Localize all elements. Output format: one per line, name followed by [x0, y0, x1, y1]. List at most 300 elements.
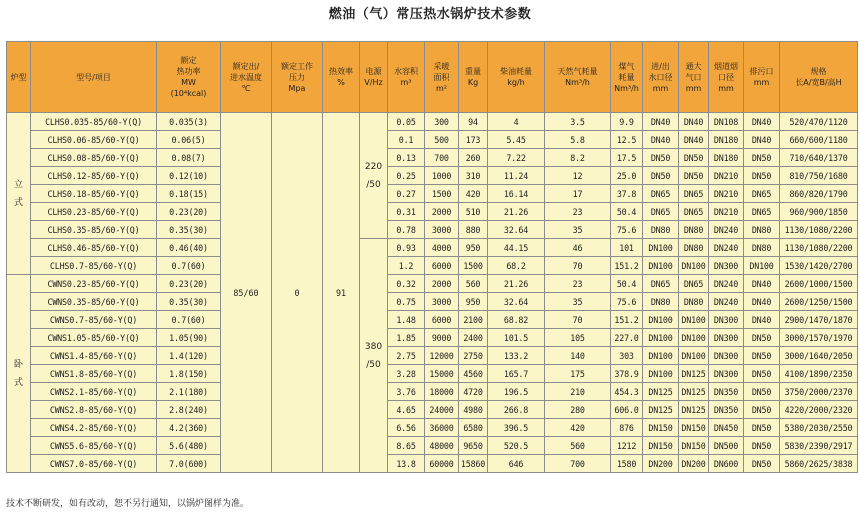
cell-size: 2600/1250/1500: [780, 293, 858, 311]
cell-weight: 310: [459, 167, 488, 185]
cell-weight: 6580: [459, 419, 488, 437]
cell-inlet: DN125: [643, 401, 679, 419]
cell-coal-gas: 151.2: [611, 311, 643, 329]
cell-size: 3000/1570/1970: [780, 329, 858, 347]
cell-inlet: DN125: [643, 383, 679, 401]
header-line: 口径: [718, 72, 734, 82]
col-pressure: [272, 42, 323, 113]
table-row: [7, 365, 858, 383]
cell-coal-gas: 303: [611, 347, 643, 365]
cell-vent: DN150: [679, 437, 709, 455]
cell-natural-gas: 8.2: [545, 149, 611, 167]
cell-coal-gas: 454.3: [611, 383, 643, 401]
cell-flue: DN300: [709, 329, 744, 347]
cell-weight: 9650: [459, 437, 488, 455]
cell-natural-gas: 23: [545, 203, 611, 221]
header-line: 柴油耗量: [500, 67, 532, 76]
header-line: 额定出/: [232, 61, 260, 71]
cell-water-volume: 0.32: [388, 275, 425, 293]
cell-model: CLHS0.35-85/60-Y(Q): [31, 221, 157, 239]
cell-weight: 950: [459, 239, 488, 257]
table-row: [7, 113, 858, 131]
cell-coal-gas: 37.8: [611, 185, 643, 203]
cell-power: 1.8(150): [157, 365, 221, 383]
cell-inlet: DN40: [643, 131, 679, 149]
cell-diesel: 196.5: [488, 383, 545, 401]
cell-inlet: DN100: [643, 311, 679, 329]
cell-weight: 4560: [459, 365, 488, 383]
cell-vent: DN40: [679, 131, 709, 149]
header-line: mm: [685, 83, 702, 93]
cell-power-supply: [360, 239, 388, 473]
cell-pressure: 0: [272, 113, 323, 473]
cell-natural-gas: 17: [545, 185, 611, 203]
cell-natural-gas: 420: [545, 419, 611, 437]
cell-heating-area: 300: [425, 113, 459, 131]
cell-inlet: DN80: [643, 293, 679, 311]
header-line: mm: [753, 78, 770, 87]
cell-water-volume: 0.1: [388, 131, 425, 149]
header-line: m³: [400, 78, 412, 87]
cell-size: 960/900/1850: [780, 203, 858, 221]
cell-drain: DN50: [744, 149, 780, 167]
header-line: 电源: [365, 67, 382, 76]
cell-diesel: 21.26: [488, 275, 545, 293]
cell-diesel: 32.64: [488, 293, 545, 311]
table-row: [7, 329, 858, 347]
col-drain: [744, 42, 780, 113]
cell-coal-gas: 1212: [611, 437, 643, 455]
cell-weight: 94: [459, 113, 488, 131]
cell-vent: DN65: [679, 185, 709, 203]
table-row: [7, 149, 858, 167]
cell-power: 0.46(40): [157, 239, 221, 257]
col-natural-gas-consumption: [545, 42, 611, 113]
cell-heating-area: 1500: [425, 185, 459, 203]
cell-drain: DN40: [744, 311, 780, 329]
cell-size: 5380/2030/2550: [780, 419, 858, 437]
cell-diesel: 44.15: [488, 239, 545, 257]
cell-model: CWNS5.6-85/60-Y(Q): [31, 437, 157, 455]
cell-power: 0.12(10): [157, 167, 221, 185]
cell-water-volume: 0.78: [388, 221, 425, 239]
footer-note: 技术不断研发，如有改动，恕不另行通知，以锅炉图样为准。: [6, 499, 250, 509]
cell-vent: DN100: [679, 347, 709, 365]
header-line: mm: [652, 83, 669, 93]
cell-flue: DN350: [709, 401, 744, 419]
cell-vent: DN65: [679, 203, 709, 221]
cell-water-volume: 4.65: [388, 401, 425, 419]
cell-diesel: 266.8: [488, 401, 545, 419]
header-line: 天然气耗量: [557, 67, 598, 76]
cell-flue: DN240: [709, 275, 744, 293]
cell-drain: DN50: [744, 383, 780, 401]
cell-flue: DN300: [709, 365, 744, 383]
cell-diesel: 133.2: [488, 347, 545, 365]
cell-weight: 15860: [459, 455, 488, 473]
cell-heating-area: 15000: [425, 365, 459, 383]
cell-weight: 260: [459, 149, 488, 167]
cell-heating-area: 6000: [425, 257, 459, 275]
col-coal-gas-consumption: [611, 42, 643, 113]
cell-size: 5860/2625/3838: [780, 455, 858, 473]
header-line: 重量: [465, 67, 481, 76]
cell-drain: DN40: [744, 275, 780, 293]
header-line: 额定工作: [281, 61, 313, 71]
power-supply-label: /50: [366, 179, 381, 190]
cell-water-volume: 0.27: [388, 185, 425, 203]
power-supply-label: 220: [364, 161, 383, 172]
cell-size: 1130/1080/2200: [780, 239, 858, 257]
cell-efficiency: 91: [323, 113, 360, 473]
cell-natural-gas: 560: [545, 437, 611, 455]
header-line: m²: [436, 83, 447, 93]
cell-diesel: 5.45: [488, 131, 545, 149]
cell-diesel: 165.7: [488, 365, 545, 383]
cell-coal-gas: 876: [611, 419, 643, 437]
cell-vent: DN50: [679, 167, 709, 185]
header-line: 水容积: [394, 67, 418, 76]
cell-water-volume: 2.75: [388, 347, 425, 365]
cell-drain: DN50: [744, 419, 780, 437]
cell-size: 2900/1470/1870: [780, 311, 858, 329]
cell-diesel: 11.24: [488, 167, 545, 185]
header-line: 气口: [685, 72, 702, 82]
cell-water-volume: 0.13: [388, 149, 425, 167]
cell-water-volume: 3.28: [388, 365, 425, 383]
cell-weight: 4720: [459, 383, 488, 401]
header-line: kg/h: [507, 78, 525, 87]
cell-vent: DN125: [679, 383, 709, 401]
cell-flue: DN108: [709, 113, 744, 131]
group-label: 式: [13, 197, 23, 208]
cell-size: 660/600/1180: [780, 131, 858, 149]
cell-coal-gas: 12.5: [611, 131, 643, 149]
cell-model: CLHS0.12-85/60-Y(Q): [31, 167, 157, 185]
header-line: 进水温度: [230, 72, 262, 82]
cell-model: CWNS0.35-85/60-Y(Q): [31, 293, 157, 311]
cell-model: CWNS1.8-85/60-Y(Q): [31, 365, 157, 383]
cell-model: CLHS0.08-85/60-Y(Q): [31, 149, 157, 167]
header-row: [7, 42, 858, 113]
cell-power: 0.7(60): [157, 311, 221, 329]
cell-natural-gas: 35: [545, 221, 611, 239]
cell-model: CWNS1.05-85/60-Y(Q): [31, 329, 157, 347]
cell-coal-gas: 50.4: [611, 203, 643, 221]
cell-drain: DN100: [744, 257, 780, 275]
col-power: [157, 42, 221, 113]
table-row: [7, 203, 858, 221]
cell-coal-gas: 25.0: [611, 167, 643, 185]
cell-water-volume: 0.05: [388, 113, 425, 131]
cell-diesel: 646: [488, 455, 545, 473]
cell-natural-gas: 46: [545, 239, 611, 257]
header-line: V/Hz: [364, 78, 383, 87]
header-line: (10⁴kcal): [170, 89, 207, 98]
cell-heating-area: 60000: [425, 455, 459, 473]
cell-heating-area: 24000: [425, 401, 459, 419]
cell-drain: DN80: [744, 239, 780, 257]
cell-heating-area: 3000: [425, 221, 459, 239]
cell-inlet: DN80: [643, 221, 679, 239]
col-heating-area: [425, 42, 459, 113]
cell-vent: DN100: [679, 329, 709, 347]
cell-model: CWNS4.2-85/60-Y(Q): [31, 419, 157, 437]
cell-drain: DN50: [744, 401, 780, 419]
cell-drain: DN50: [744, 167, 780, 185]
cell-size: 810/750/1680: [780, 167, 858, 185]
header-line: MW: [181, 78, 196, 87]
group-label: 立: [13, 179, 23, 190]
cell-power: 0.23(20): [157, 275, 221, 293]
header-line: 热功率: [176, 67, 201, 76]
cell-natural-gas: 70: [545, 311, 611, 329]
cell-flue: DN240: [709, 293, 744, 311]
header-line: 长A/宽B/高H: [795, 78, 842, 87]
cell-vent: DN125: [679, 401, 709, 419]
table-row: [7, 131, 858, 149]
cell-coal-gas: 1580: [611, 455, 643, 473]
cell-model: CWNS1.4-85/60-Y(Q): [31, 347, 157, 365]
cell-power: 5.6(480): [157, 437, 221, 455]
header-line: 水口径: [648, 72, 673, 82]
cell-coal-gas: 227.0: [611, 329, 643, 347]
power-supply-label: /50: [366, 359, 381, 370]
cell-drain: DN50: [744, 455, 780, 473]
cell-natural-gas: 5.8: [545, 131, 611, 149]
cell-flue: DN210: [709, 167, 744, 185]
table-row: [7, 293, 858, 311]
cell-size: 520/470/1120: [780, 113, 858, 131]
col-size: [780, 42, 858, 113]
cell-size: 1530/1420/2700: [780, 257, 858, 275]
cell-coal-gas: 606.0: [611, 401, 643, 419]
header-line: 面积: [433, 72, 450, 82]
cell-size: 4220/2000/2320: [780, 401, 858, 419]
cell-drain: DN40: [744, 131, 780, 149]
cell-power: 2.1(180): [157, 383, 221, 401]
cell-weight: 420: [459, 185, 488, 203]
cell-power: 0.035(3): [157, 113, 221, 131]
cell-drain: DN50: [744, 329, 780, 347]
cell-inlet: DN100: [643, 257, 679, 275]
cell-coal-gas: 75.6: [611, 293, 643, 311]
cell-diesel: 68.2: [488, 257, 545, 275]
cell-size: 1130/1080/2200: [780, 221, 858, 239]
cell-coal-gas: 101: [611, 239, 643, 257]
group-label: 式: [13, 377, 23, 388]
cell-diesel: 68.82: [488, 311, 545, 329]
header-line: Kg: [467, 78, 479, 87]
cell-natural-gas: 105: [545, 329, 611, 347]
cell-weight: 2750: [459, 347, 488, 365]
cell-flue: DN300: [709, 347, 744, 365]
cell-coal-gas: 17.5: [611, 149, 643, 167]
table-row: [7, 239, 858, 257]
cell-heating-area: 9000: [425, 329, 459, 347]
cell-flue: DN350: [709, 383, 744, 401]
cell-heating-area: 2000: [425, 275, 459, 293]
cell-power: 1.05(90): [157, 329, 221, 347]
cell-model: CWNS0.23-85/60-Y(Q): [31, 275, 157, 293]
header-line: %: [337, 78, 345, 87]
cell-size: 860/820/1790: [780, 185, 858, 203]
table-row: [7, 311, 858, 329]
cell-model: CLHS0.23-85/60-Y(Q): [31, 203, 157, 221]
cell-model: CWNS7.0-85/60-Y(Q): [31, 455, 157, 473]
cell-drain: DN40: [744, 293, 780, 311]
header-line: 耗量: [618, 72, 635, 82]
cell-inlet: DN65: [643, 185, 679, 203]
cell-natural-gas: 3.5: [545, 113, 611, 131]
cell-power-supply: [360, 113, 388, 239]
cell-model: CLHS0.035-85/60-Y(Q): [31, 113, 157, 131]
cell-model: CLHS0.06-85/60-Y(Q): [31, 131, 157, 149]
group-label: 卧: [13, 359, 23, 370]
cell-model: CLHS0.7-85/60-Y(Q): [31, 257, 157, 275]
cell-inlet: DN40: [643, 113, 679, 131]
col-vent: [679, 42, 709, 113]
cell-inlet: DN50: [643, 167, 679, 185]
cell-model: CWNS2.8-85/60-Y(Q): [31, 401, 157, 419]
cell-vent: DN100: [679, 257, 709, 275]
cell-weight: 2400: [459, 329, 488, 347]
header-line: 热效率: [329, 67, 353, 76]
cell-model: CWNS2.1-85/60-Y(Q): [31, 383, 157, 401]
col-water-inlet-outlet: [643, 42, 679, 113]
col-model: 型号/项目: [31, 42, 157, 113]
header-line: Mpa: [288, 83, 306, 93]
cell-heating-area: 2000: [425, 203, 459, 221]
cell-drain: DN65: [744, 185, 780, 203]
cell-weight: 950: [459, 293, 488, 311]
cell-flue: DN180: [709, 131, 744, 149]
table-row: [7, 221, 858, 239]
cell-heating-area: 36000: [425, 419, 459, 437]
cell-natural-gas: 175: [545, 365, 611, 383]
header-line: Nm³/h: [565, 78, 590, 87]
cell-weight: 4980: [459, 401, 488, 419]
header-line: 压力: [289, 72, 305, 82]
cell-temp: 85/60: [221, 113, 272, 473]
boiler-spec-table: [6, 41, 858, 473]
cell-flue: DN180: [709, 149, 744, 167]
cell-flue: DN450: [709, 419, 744, 437]
cell-flue: DN500: [709, 437, 744, 455]
cell-weight: 880: [459, 221, 488, 239]
table-row: [7, 185, 858, 203]
cell-weight: 173: [459, 131, 488, 149]
cell-natural-gas: 70: [545, 257, 611, 275]
col-water-volume: [388, 42, 425, 113]
cell-diesel: 32.64: [488, 221, 545, 239]
cell-natural-gas: 140: [545, 347, 611, 365]
cell-flue: DN210: [709, 203, 744, 221]
cell-power: 0.35(30): [157, 293, 221, 311]
header-line: mm: [718, 83, 734, 93]
cell-power: 0.08(7): [157, 149, 221, 167]
cell-model: CLHS0.46-85/60-Y(Q): [31, 239, 157, 257]
cell-water-volume: 1.48: [388, 311, 425, 329]
cell-weight: 560: [459, 275, 488, 293]
cell-coal-gas: 151.2: [611, 257, 643, 275]
cell-flue: DN210: [709, 185, 744, 203]
cell-natural-gas: 35: [545, 293, 611, 311]
cell-inlet: DN150: [643, 437, 679, 455]
cell-power: 0.23(20): [157, 203, 221, 221]
cell-water-volume: 13.8: [388, 455, 425, 473]
table-row: [7, 419, 858, 437]
cell-inlet: DN150: [643, 419, 679, 437]
cell-diesel: 16.14: [488, 185, 545, 203]
cell-inlet: DN65: [643, 203, 679, 221]
table-row: [7, 401, 858, 419]
cell-diesel: 4: [488, 113, 545, 131]
table-row: [7, 167, 858, 185]
cell-heating-area: 700: [425, 149, 459, 167]
cell-diesel: 396.5: [488, 419, 545, 437]
cell-power: 0.18(15): [157, 185, 221, 203]
cell-power: 4.2(360): [157, 419, 221, 437]
cell-vent: DN80: [679, 293, 709, 311]
cell-diesel: 7.22: [488, 149, 545, 167]
cell-flue: DN300: [709, 311, 744, 329]
header-line: 通大: [685, 61, 702, 71]
cell-coal-gas: 75.6: [611, 221, 643, 239]
cell-natural-gas: 23: [545, 275, 611, 293]
cell-vent: DN40: [679, 113, 709, 131]
cell-heating-area: 48000: [425, 437, 459, 455]
table-row: [7, 437, 858, 455]
cell-water-volume: 1.85: [388, 329, 425, 347]
cell-flue: DN600: [709, 455, 744, 473]
cell-flue: DN300: [709, 257, 744, 275]
cell-water-volume: 0.93: [388, 239, 425, 257]
cell-coal-gas: 50.4: [611, 275, 643, 293]
cell-power: 0.06(5): [157, 131, 221, 149]
table-row: [7, 347, 858, 365]
cell-coal-gas: 378.9: [611, 365, 643, 383]
cell-inlet: DN65: [643, 275, 679, 293]
cell-size: 710/640/1370: [780, 149, 858, 167]
cell-heating-area: 1000: [425, 167, 459, 185]
header-line: 进/出: [651, 61, 670, 71]
cell-vent: DN50: [679, 149, 709, 167]
page-title: 燃油（气）常压热水锅炉技术参数: [328, 7, 532, 22]
power-supply-label: 380: [364, 341, 383, 352]
cell-model: CWNS0.7-85/60-Y(Q): [31, 311, 157, 329]
cell-heating-area: 18000: [425, 383, 459, 401]
cell-drain: DN65: [744, 203, 780, 221]
cell-natural-gas: 12: [545, 167, 611, 185]
cell-size: 4100/1890/2350: [780, 365, 858, 383]
cell-diesel: 101.5: [488, 329, 545, 347]
cell-weight: 1500: [459, 257, 488, 275]
cell-inlet: DN100: [643, 239, 679, 257]
cell-water-volume: 0.25: [388, 167, 425, 185]
cell-water-volume: 6.56: [388, 419, 425, 437]
cell-drain: DN80: [744, 221, 780, 239]
table-row: [7, 257, 858, 275]
col-power-supply: [360, 42, 388, 113]
cell-flue: DN240: [709, 239, 744, 257]
header-line: 排污口: [749, 67, 774, 76]
cell-weight: 510: [459, 203, 488, 221]
cell-vent: DN125: [679, 365, 709, 383]
header-line: Nm³/h: [614, 83, 639, 93]
group-vertical: [7, 113, 31, 275]
cell-natural-gas: 700: [545, 455, 611, 473]
